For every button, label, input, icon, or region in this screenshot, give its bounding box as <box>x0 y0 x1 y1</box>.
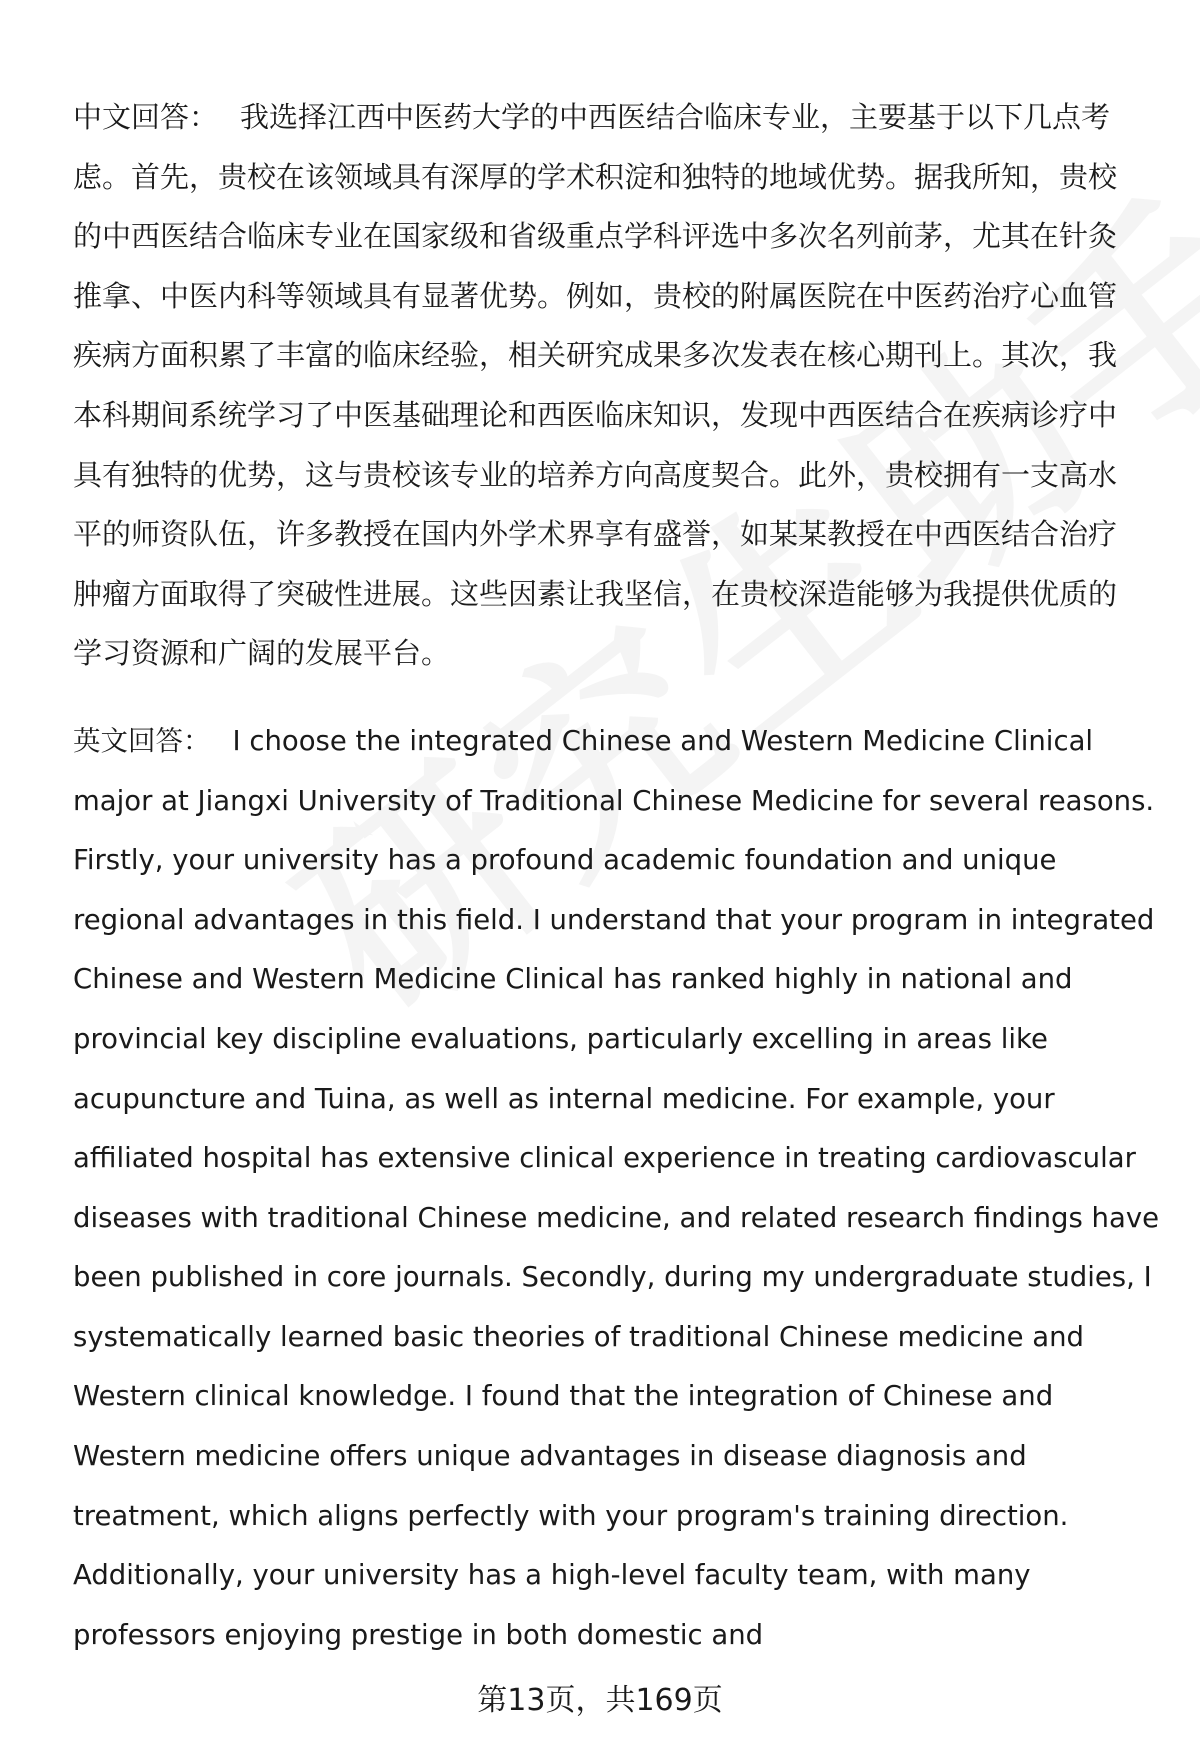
english-answer-label: 英文回答： <box>73 724 211 757</box>
chinese-answer-label: 中文回答： <box>73 100 219 134</box>
chinese-answer-text: 我选择江西中医药大学的中西医结合临床专业，主要基于以下几点考虑。首先，贵校在该领域具有深厚的学术积淀和独特的地域优势。据我所知，贵校的中西医结合临床专业在国家级和省级重点学科评选中多次名列前茅，尤其在针灸推拿、中医内科等领域具有显著优势。例如，贵校的附属医院在中医药治疗心血管疾病方面积累了丰富的临床经验，相关研究成果多次发表在核心期刊上。其次，我本科期间系统学习了中医基础理论和西医临床知识，发现中西医结合在疾病诊疗中具有独特的优势，这与贵校该专业的培养方向高度契合。此外，贵校拥有一支高水平的师资队伍，许多教授在国内外学术界享有盛誉，如某某教授在中西医结合治疗肿瘤方面取得了突破性进展。这些因素让我坚信，在贵校深造能够为我提供优质的学习资源和广阔的发展平台。 <box>73 100 1118 671</box>
english-answer-paragraph <box>73 712 1163 1666</box>
document-body <box>73 88 1158 1665</box>
english-answer-text: I choose the integrated Chinese and Western Medicine Clinical major at Jiangxi University of Traditional Chinese Medicine for several reasons. Firstly, your university has a profound academic foundation and unique regional advantages in this field. I understand that your program in integrated Chinese and Western Medicine Clinical has ranked highly in national and provincial key discipline evaluations, particularly excelling in areas like acupuncture and Tuina, as well as internal medicine. For example, your affiliated hospital has extensive clinical experience in treating cardiovascular diseases with traditional Chinese medicine, and related research findings have been published in core journals. Secondly, during my undergraduate studies, I systematically learned basic theories of traditional Chinese medicine and Western clinical knowledge. I found that the integration of Chinese and Western medicine offers unique advantages in disease diagnosis and treatment, which aligns perfectly with your program's training direction. Additionally, your university has a high-level faculty team, with many professors enjoying prestige in both domestic and <box>73 724 1160 1651</box>
chinese-answer-paragraph <box>73 88 1145 684</box>
page-number-footer: 第13页，共169页 <box>477 1683 723 1718</box>
